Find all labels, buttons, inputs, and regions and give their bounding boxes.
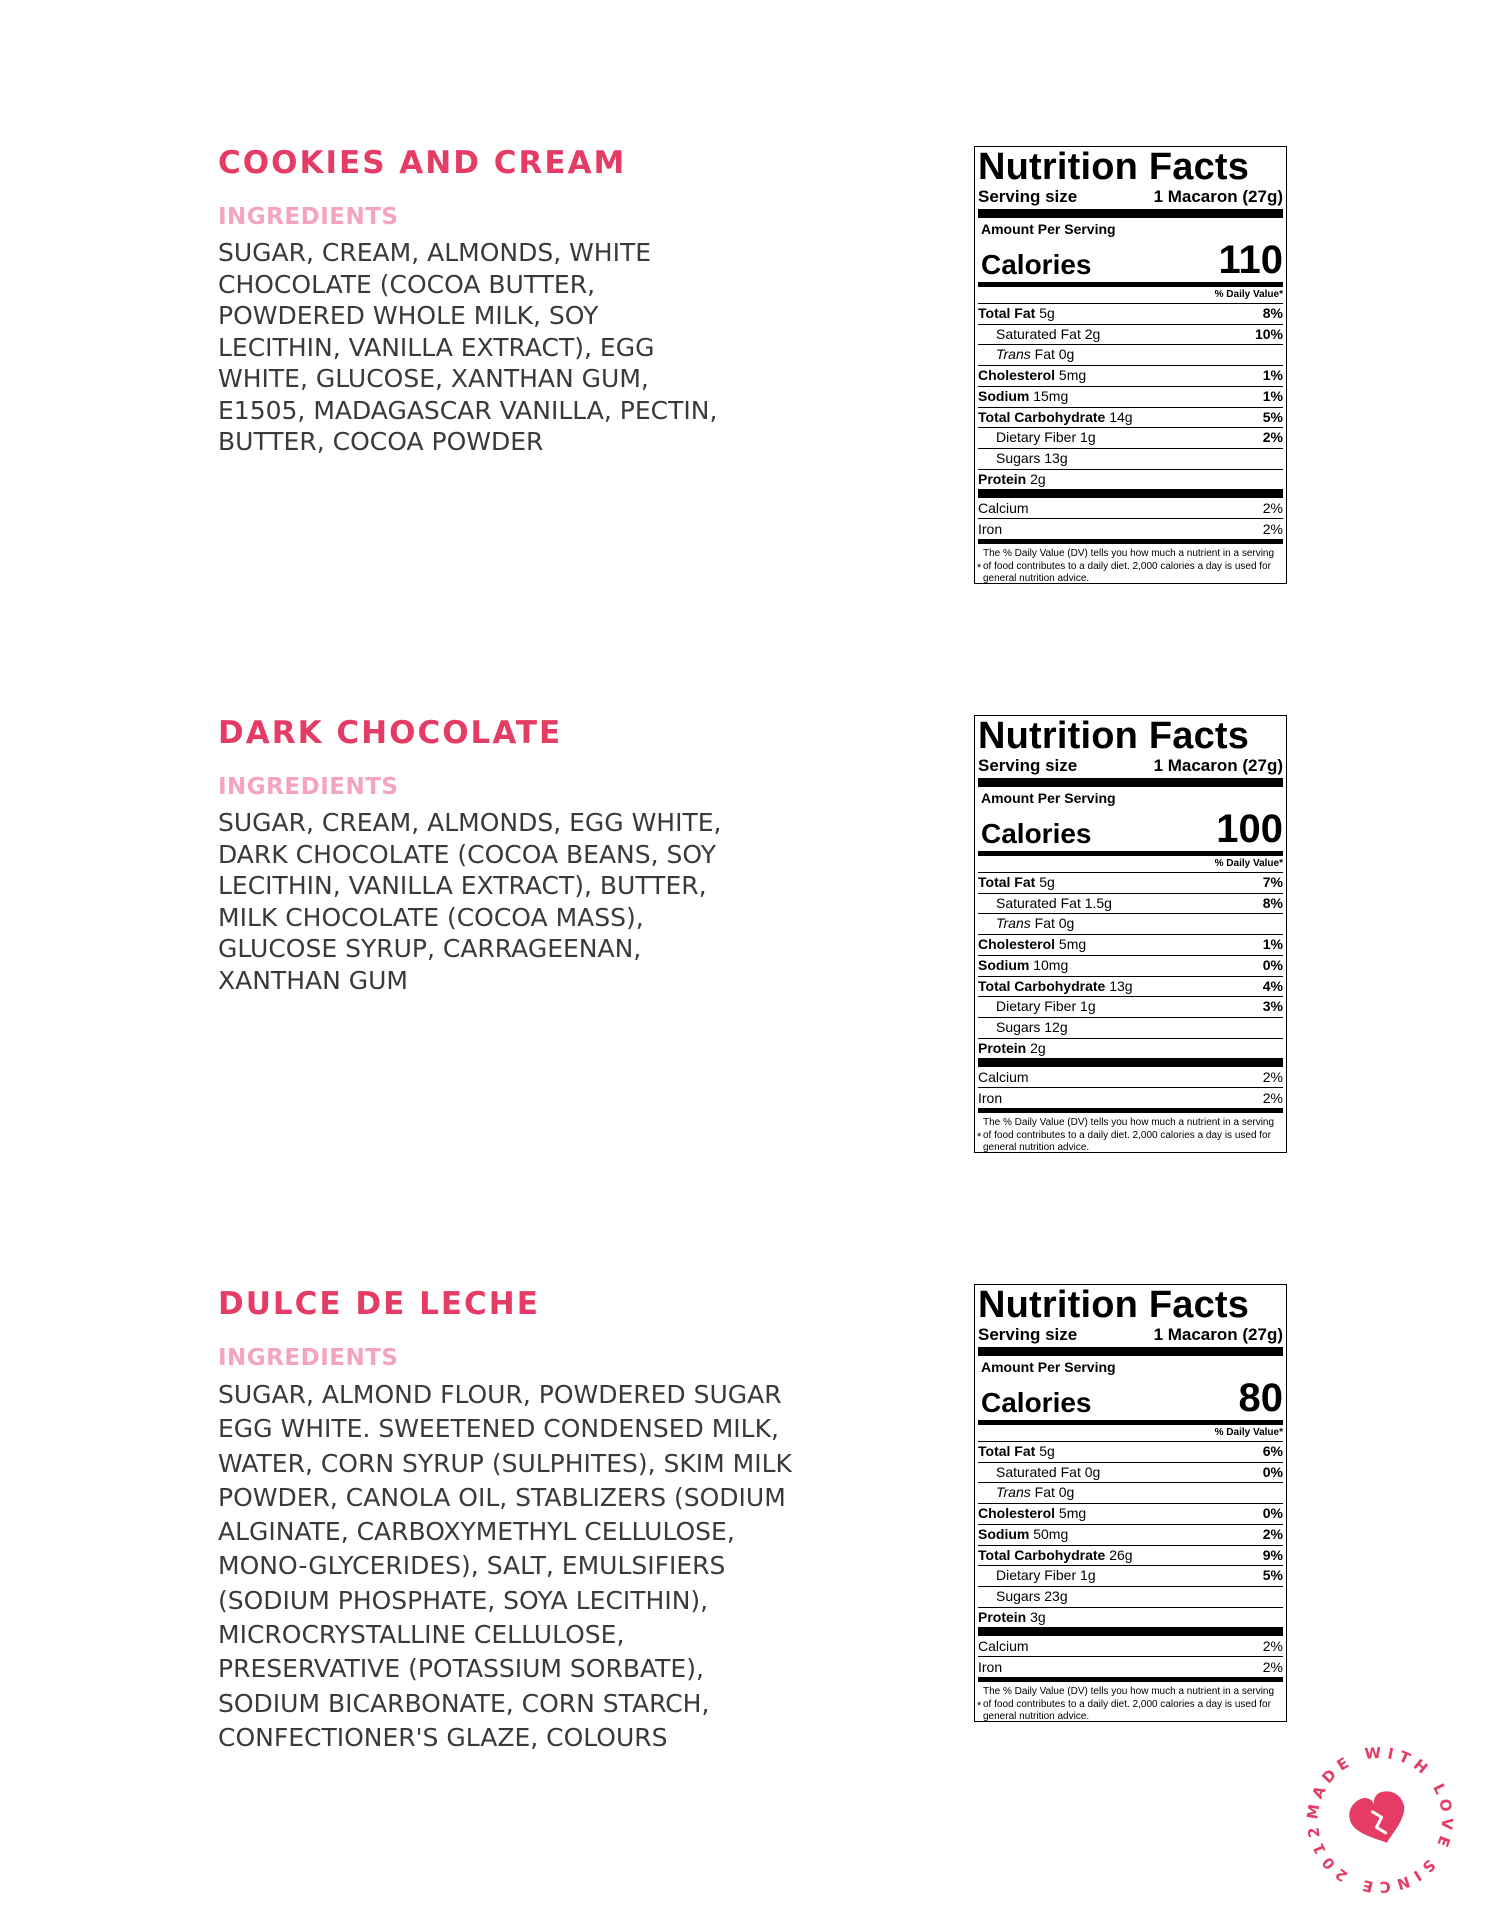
heart-icon [1345, 1787, 1414, 1852]
calories-value: 80 [1238, 1376, 1283, 1420]
trans-fat-row: Trans Fat 0g [978, 914, 1283, 935]
product-info [218, 143, 838, 458]
product-title: COOKIES AND CREAM [218, 145, 627, 181]
iron-row: Iron 2% [978, 1088, 1283, 1113]
ingredients-label: INGREDIENTS [218, 204, 399, 230]
sodium-row: Sodium 50mg 2% [978, 1525, 1283, 1546]
calories-row: Calories 80 [978, 1376, 1283, 1425]
total-fat-row: Total Fat 5g 8% [978, 304, 1283, 325]
trans-fat-row: Trans Fat 0g [978, 1483, 1283, 1504]
ingredients-label: INGREDIENTS [218, 1345, 399, 1371]
protein-row: Protein 2g [978, 470, 1283, 499]
nutrition-facts-title: Nutrition Facts [978, 715, 1250, 757]
amount-per-serving: Amount Per Serving [981, 221, 1116, 237]
product-info [218, 713, 838, 996]
calcium-row: Calcium 2% [978, 498, 1283, 519]
saturated-fat-row: Saturated Fat 1.5g 8% [978, 894, 1283, 915]
serving-size-row: Serving size 1 Macaron (27g) [978, 1325, 1283, 1356]
protein-row: Protein 3g [978, 1608, 1283, 1637]
amount-per-serving: Amount Per Serving [981, 1359, 1116, 1375]
calcium-row: Calcium 2% [978, 1067, 1283, 1088]
total-fat-row: Total Fat 5g 7% [978, 873, 1283, 894]
daily-value-header: % Daily Value* [978, 287, 1283, 304]
product-title: DARK CHOCOLATE [218, 715, 563, 751]
dietary-fiber-row: Dietary Fiber 1g 2% [978, 428, 1283, 449]
daily-value-header: % Daily Value* [978, 1425, 1283, 1442]
ingredients-text: SUGAR, CREAM, ALMONDS, WHITE CHOCOLATE (COCOA BUTTER, POWDERED WHOLE MILK, SOY LECITHIN, VANILLA EXTRACT), EGG WHITE, GLUCOSE, XANTHAN GUM, E1505, MADAGASCAR VANILLA, PECTIN, BUTTER, COCOA POWDER [218, 238, 718, 456]
badge-graphic [1300, 1740, 1460, 1900]
cholesterol-row: Cholesterol 5mg 1% [978, 366, 1283, 387]
ingredients-text: SUGAR, ALMOND FLOUR, POWDERED SUGAR EGG WHITE. SWEETENED CONDENSED MILK, WATER, CORN SYRUP (SULPHITES), SKIM MILK POWDER, CANOLA OIL, STABLIZERS (SODIUM ALGINATE, CARBOXYMETHYL CELLULOSE, MONO-GLYCERIDES), SALT, EMULSIFIERS (SODIUM PHOSPHATE, SOYA LECITHIN), MICROCRYSTALLINE CELLULOSE, PRESERVATIVE (POTASSIUM SORBATE), SODIUM BICARBONATE, CORN STARCH, CONFECTIONER'S GLAZE, COLOURS [218, 1380, 792, 1752]
sodium-row: Sodium 10mg 0% [978, 956, 1283, 977]
daily-value-footnote: * The % Daily Value (DV) tells you how much a nutrient in a serving of food contributes to a daily diet. 2,000 calories a day is used for general nutrition advice. [977, 548, 1275, 585]
cholesterol-row: Cholesterol 5mg 1% [978, 935, 1283, 956]
protein-row: Protein 2g [978, 1039, 1283, 1068]
nutrition-facts-title: Nutrition Facts [978, 146, 1250, 188]
trans-fat-row: Trans Fat 0g [978, 345, 1283, 366]
ingredients-text: SUGAR, CREAM, ALMONDS, EGG WHITE, DARK CHOCOLATE (COCOA BEANS, SOY LECITHIN, VANILLA EXTRACT), BUTTER, MILK CHOCOLATE (COCOA MASS), GLUCOSE SYRUP, CARRAGEENAN, XANTHAN GUM [218, 808, 722, 995]
nutrition-facts-label [974, 146, 1287, 584]
calories-row: Calories 100 [978, 807, 1283, 856]
nutrition-facts-label [974, 715, 1287, 1153]
calcium-row: Calcium 2% [978, 1636, 1283, 1657]
daily-value-header: % Daily Value* [978, 856, 1283, 873]
saturated-fat-row: Saturated Fat 2g 10% [978, 325, 1283, 346]
cholesterol-row: Cholesterol 5mg 0% [978, 1504, 1283, 1525]
serving-size-row: Serving size 1 Macaron (27g) [978, 187, 1283, 218]
sugars-row: Sugars 12g [978, 1018, 1283, 1039]
calories-value: 100 [1216, 807, 1283, 851]
iron-row: Iron 2% [978, 1657, 1283, 1682]
total-carbohydrate-row: Total Carbohydrate 26g 9% [978, 1546, 1283, 1567]
amount-per-serving: Amount Per Serving [981, 790, 1116, 806]
product-title: DULCE DE LECHE [218, 1286, 540, 1322]
daily-value-footnote: * The % Daily Value (DV) tells you how much a nutrient in a serving of food contributes to a daily diet. 2,000 calories a day is used for general nutrition advice. [977, 1117, 1275, 1154]
made-with-love-badge [1300, 1740, 1460, 1900]
nutrition-facts-label [974, 1284, 1287, 1722]
ingredients-label: INGREDIENTS [218, 774, 399, 800]
total-carbohydrate-row: Total Carbohydrate 14g 5% [978, 408, 1283, 429]
sugars-row: Sugars 13g [978, 449, 1283, 470]
dietary-fiber-row: Dietary Fiber 1g 3% [978, 997, 1283, 1018]
total-fat-row: Total Fat 5g 6% [978, 1442, 1283, 1463]
serving-size-row: Serving size 1 Macaron (27g) [978, 756, 1283, 787]
product-info [218, 1284, 838, 1755]
iron-row: Iron 2% [978, 519, 1283, 544]
total-carbohydrate-row: Total Carbohydrate 13g 4% [978, 977, 1283, 998]
daily-value-footnote: * The % Daily Value (DV) tells you how much a nutrient in a serving of food contributes to a daily diet. 2,000 calories a day is used for general nutrition advice. [977, 1686, 1275, 1723]
nutrition-facts-title: Nutrition Facts [978, 1284, 1250, 1326]
sodium-row: Sodium 15mg 1% [978, 387, 1283, 408]
calories-row: Calories 110 [978, 238, 1283, 287]
dietary-fiber-row: Dietary Fiber 1g 5% [978, 1566, 1283, 1587]
sugars-row: Sugars 23g [978, 1587, 1283, 1608]
badge-text: MADE WITH LOVE SINCE 2012 [1303, 1743, 1457, 1897]
calories-value: 110 [1218, 238, 1283, 282]
saturated-fat-row: Saturated Fat 0g 0% [978, 1463, 1283, 1484]
